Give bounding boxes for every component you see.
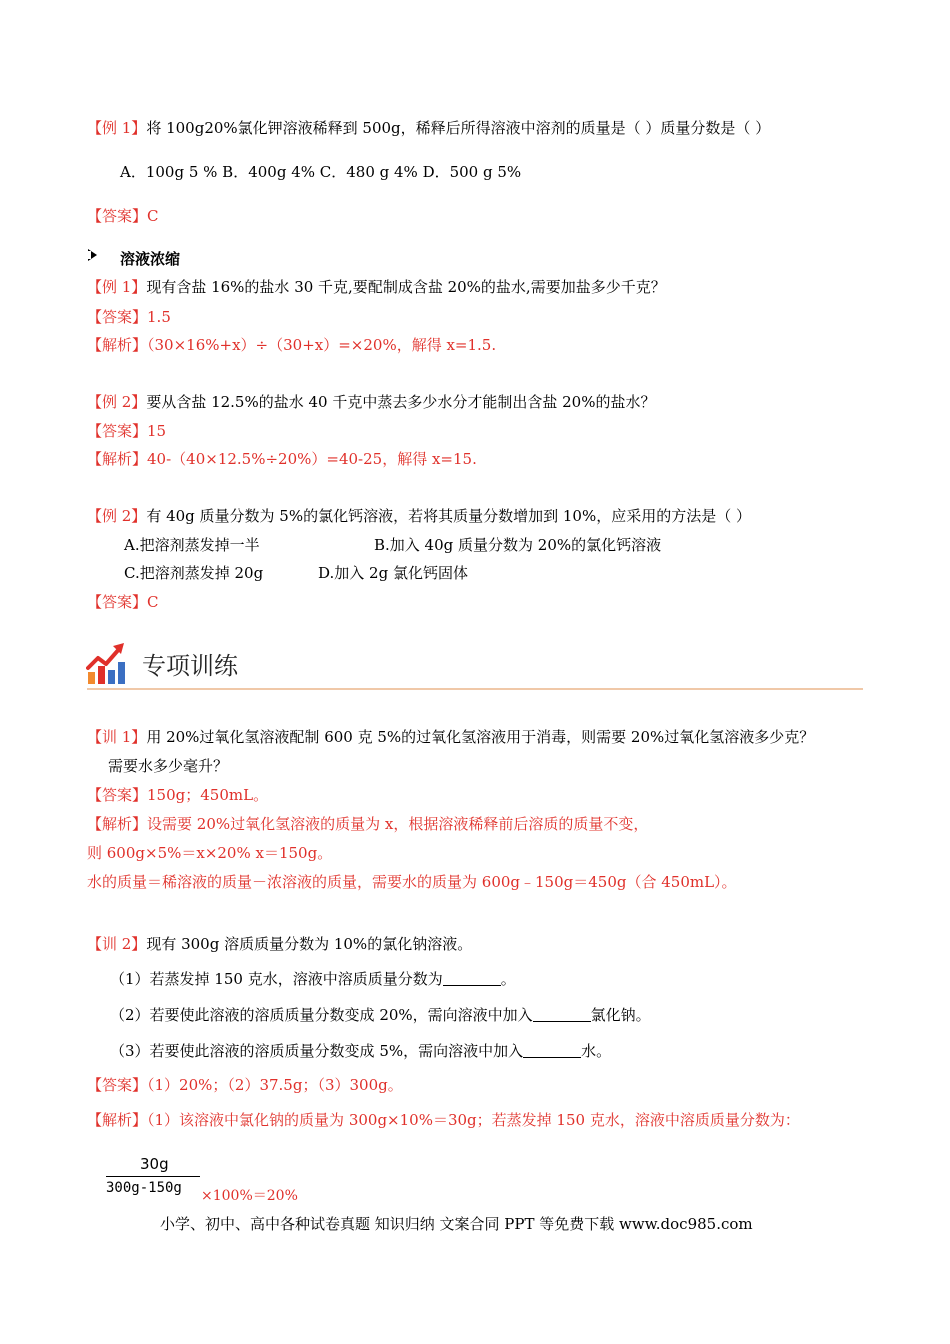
train1-analysis-line2: 则 600g×5%＝x×20% x＝150g。 <box>87 844 333 862</box>
answer-tag: 【答案】 <box>87 422 148 440</box>
chart-trend-icon <box>86 640 130 686</box>
answer-tag: 【答案】 <box>87 593 148 611</box>
train2-q2: （2）若要使此溶液的溶质质量分数变成 20%，需向溶液中加入 氯化钠。 <box>110 1006 651 1024</box>
ex1-conc-analysis <box>87 334 496 355</box>
train1-analysis <box>87 813 648 834</box>
question-text: 要从含盐 12.5%的盐水 40 千克中蒸去多少水分才能制出含盐 20%的盐水？ <box>146 393 656 411</box>
ex2-conc-analysis <box>87 448 477 469</box>
question-text: 现有含盐 16%的盐水 30 千克,要配制成含盐 20%的盐水,需要加盐多少千克？ <box>146 278 666 296</box>
option-c: C.把溶剂蒸发掉 20g <box>124 564 264 582</box>
ex1-dilute-question <box>87 117 770 138</box>
fraction-numerator: 30g <box>140 1155 169 1173</box>
analysis-text: 设需要 20%过氧化氢溶液的质量为 x，根据溶液稀释前后溶质的质量不变， <box>147 815 649 833</box>
analysis-tag: 【解析】 <box>87 336 148 354</box>
answer-blank <box>533 1007 591 1022</box>
ex2-conc-answer <box>87 420 166 441</box>
fraction-bar <box>106 1176 200 1177</box>
train2-answer <box>87 1074 403 1095</box>
example-tag: 【例 1】 <box>87 278 147 296</box>
section-training-title: 专项训练 <box>142 652 238 680</box>
analysis-tag: 【解析】 <box>87 1111 148 1129</box>
ex1-conc-answer <box>87 306 171 327</box>
answer-blank <box>443 971 501 986</box>
option-b: B.加入 40g 质量分数为 20%的氯化钙溶液 <box>374 536 662 554</box>
fraction-denominator: 300g-150g <box>106 1180 182 1196</box>
answer-tag: 【答案】 <box>87 207 148 225</box>
example-tag: 【例 2】 <box>87 393 147 411</box>
train2-q1: （1）若蒸发掉 150 克水，溶液中溶质质量分数为 。 <box>110 970 516 988</box>
answer-value: 15 <box>147 422 167 440</box>
ex2-cacl-question <box>87 505 751 526</box>
answer-tag: 【答案】 <box>87 1076 148 1094</box>
option-d: D.加入 2g 氯化钙固体 <box>318 564 468 582</box>
page-footer: 小学、初中、高中各种试卷真题 知识归纳 文案合同 PPT 等免费下载 www.doc985.com <box>160 1215 753 1233</box>
ex2-cacl-answer <box>87 591 159 612</box>
train1-question <box>87 726 814 747</box>
section-concentrate-title: 溶液浓缩 <box>120 250 181 268</box>
analysis-tag: 【解析】 <box>87 815 148 833</box>
analysis-text: （30×16%+x）÷（30+x）=×20%，解得 x=1.5. <box>147 336 497 354</box>
train-tag: 【训 1】 <box>87 728 147 746</box>
answer-blank <box>523 1043 581 1058</box>
question-text: 用 20%过氧化氢溶液配制 600 克 5%的过氧化氢溶液用于消毒，则需要 20%过氧化氢溶液多少克？ <box>146 728 815 746</box>
train2-analysis <box>87 1109 800 1130</box>
question-text: 有 40g 质量分数为 5%的氯化钙溶液，若将其质量分数增加到 10%，应采用的方法是（ ） <box>146 507 751 525</box>
train1-question-cont: 需要水多少毫升？ <box>108 757 229 775</box>
ex1-dilute-answer <box>87 205 159 226</box>
analysis-tag: 【解析】 <box>87 450 148 468</box>
answer-value: C <box>147 593 159 611</box>
section-divider <box>87 688 863 690</box>
train2-question <box>87 933 472 954</box>
answer-value: 1.5 <box>147 308 171 326</box>
ex1-conc-question <box>87 276 666 297</box>
question-text: 将 100g20%氯化钾溶液稀释到 500g，稀释后所得溶液中溶剂的质量是（ ）质量分数是（ ） <box>146 119 771 137</box>
ex1-dilute-options: A．100g 5 % B．400g 4% C．480 g 4% D．500 g 5% <box>120 163 522 181</box>
answer-tag: 【答案】 <box>87 786 148 804</box>
fraction-result: ×100%＝20% <box>201 1188 298 1204</box>
example-tag: 【例 2】 <box>87 507 147 525</box>
train2-q3: （3）若要使此溶液的溶质质量分数变成 5%，需向溶液中加入 水。 <box>110 1042 612 1060</box>
train1-answer <box>87 784 268 805</box>
option-a: A.把溶剂蒸发掉一半 <box>124 536 260 554</box>
question-text: 现有 300g 溶质质量分数为 10%的氯化钠溶液。 <box>146 935 473 953</box>
answer-tag: 【答案】 <box>87 308 148 326</box>
train-tag: 【训 2】 <box>87 935 147 953</box>
answer-value: C <box>147 207 159 225</box>
analysis-text: 40-（40×12.5%÷20%）=40-25，解得 x=15. <box>147 450 477 468</box>
analysis-text: （1）该溶液中氯化钠的质量为 300g×10%＝30g；若蒸发掉 150 克水，溶液中溶质质量分数为： <box>147 1111 800 1129</box>
train1-analysis-line3: 水的质量＝稀溶液的质量－浓溶液的质量，需要水的质量为 600g﹣150g＝450g（合 450mL）。 <box>87 873 737 891</box>
ex2-conc-question <box>87 391 655 412</box>
answer-value: （1）20%；（2）37.5g；（3）300g。 <box>147 1076 403 1094</box>
example-tag: 【例 1】 <box>87 119 147 137</box>
answer-value: 150g；450mL。 <box>147 786 269 804</box>
